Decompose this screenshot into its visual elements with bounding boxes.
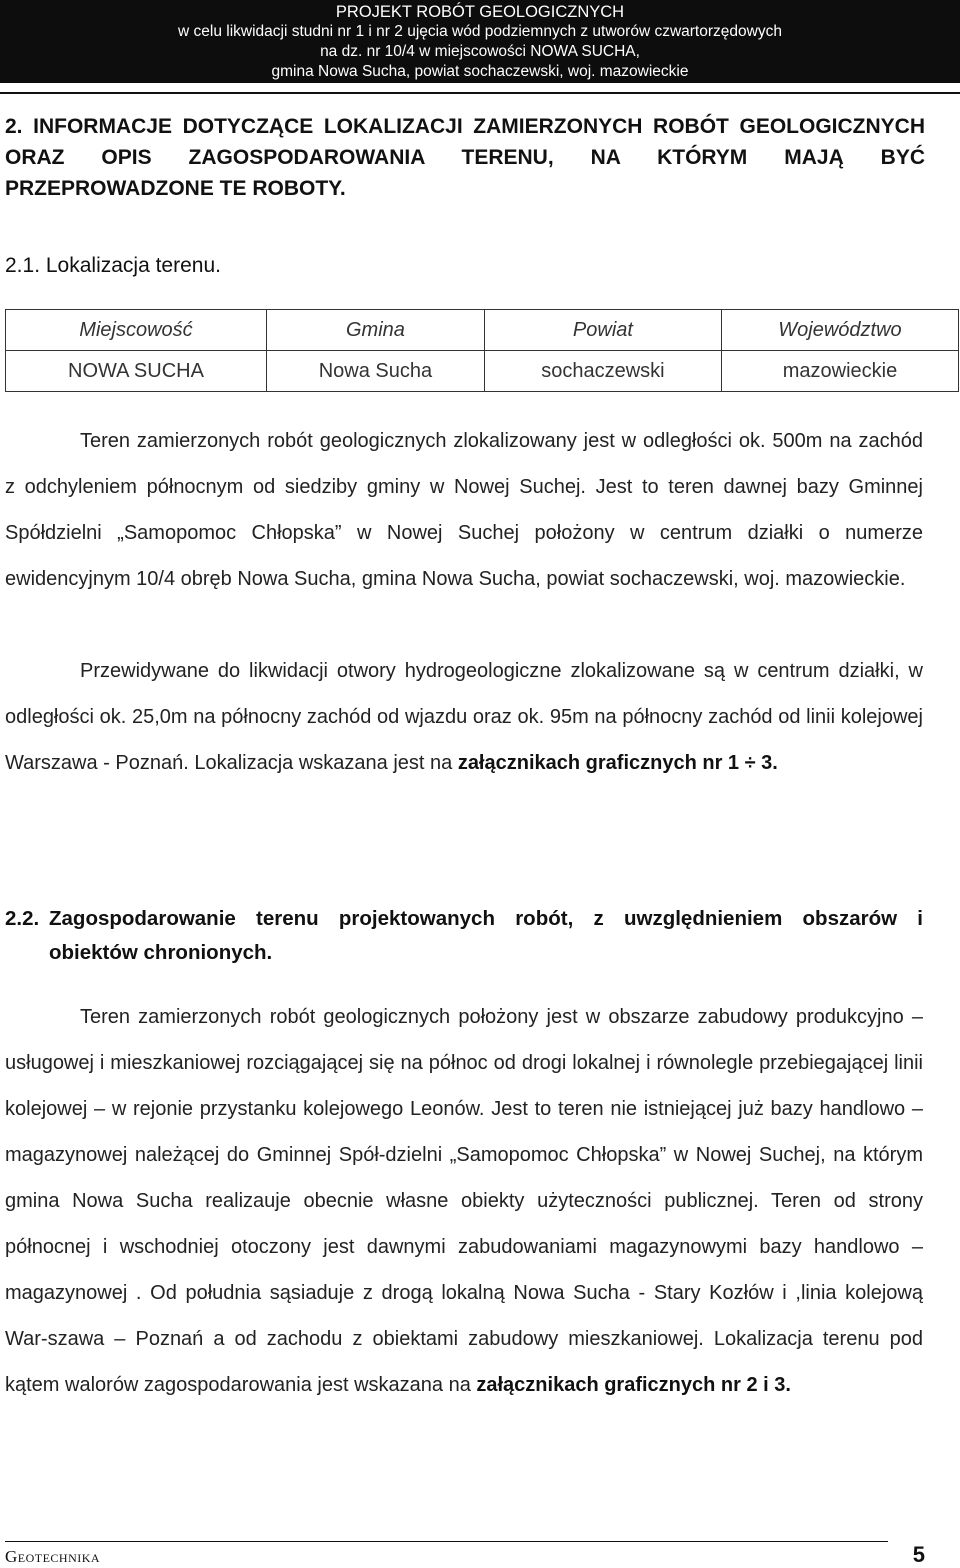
table-cell: sochaczewski [484,351,721,392]
section-title-line3: PRZEPROWADZONE TE ROBOTY. [5,177,346,200]
location-paragraph-2 [5,648,923,786]
table-row [6,351,959,392]
location-table [5,309,959,392]
page-number: 5 [912,1542,925,1567]
section-title-line1: 2. INFORMACJE DOTYCZĄCE LOKALIZACJI ZAMIERZONYCH ROBÓT GEOLOGICZNYCH [5,115,925,138]
header-purpose: w celu likwidacji studni nr 1 i nr 2 ujęcia wód podziemnych z utworów czwartorzędowych [178,23,782,40]
header-parcel: na dz. nr 10/4 w miejscowości NOWA SUCHA, [320,43,640,60]
table-header-cell: Miejscowość [6,310,267,351]
table-header-cell: Powiat [484,310,721,351]
development-paragraph [5,994,923,1408]
company-name: Geotechnika [5,1547,101,1566]
subsection-title-development [5,902,923,970]
paragraph-text: Teren zamierzonych robót geologicznych położony jest w obszarze zabudowy produkcyjno – usługowej i mieszkaniowej rozciągającej się na północ od drogi lokalnej i równolegle przebiegającej linii kolejowej – w rejonie przystanku kolejowego Leonów. Jest to teren nie istniejącej już bazy handlowo – magazynowej należącej do Gminnej Spół-dzielni „Samopomoc Chłopska” w Nowej Suchej, na którym gmina Nowa Sucha realizauje obecnie własne obiekty użyteczności publicznej. Teren od strony północnej i wschodniej otoczony jest dawnymi zabudowaniami magazynowymi bazy handlowo – magazynowej . Od południa sąsiaduje z drogą lokalną Nowa Sucha - Stary Kozłów i ,linia kolejową War-szawa – Poznań a od zachodu z obiektami zabudowy mieszkaniowej. Lokalizacja terenu pod kątem walorów zagospodarowania jest wskazana na [5,1006,923,1396]
header-project-title: PROJEKT ROBÓT GEOLOGICZNYCH [335,3,625,21]
subsection-title-line1: Zagospodarowanie terenu projektowanych robót, z uwzględnieniem obszarów i [49,907,923,930]
attachment-reference: załącznikach graficznych nr 2 i 3. [476,1374,791,1396]
table-cell: mazowieckie [721,351,958,392]
subsection-title-line2: obiektów chronionych. [49,941,273,964]
footer-divider [5,1541,888,1542]
table-cell: NOWA SUCHA [6,351,267,392]
attachment-reference: załącznikach graficznych nr 1 ÷ 3. [457,752,778,774]
table-header-cell: Województwo [721,310,958,351]
table-cell: Nowa Sucha [266,351,484,392]
table-header-row [6,310,959,351]
header-location: gmina Nowa Sucha, powiat sochaczewski, woj. mazowieckie [271,63,689,80]
subsection-title-location: 2.1. Lokalizacja terenu. [5,254,221,277]
location-paragraph-1 [5,418,923,602]
subsection-number: 2.2. [5,907,40,930]
section-title [5,111,925,204]
table-header-cell: Gmina [266,310,484,351]
header-divider [0,92,960,94]
paragraph-text: Przewidywane do likwidacji otwory hydrogeologiczne zlokalizowane są w centrum działki, w odległości ok. 25,0m na północny zachód od wjazdu oraz ok. 95m na północny zachód od linii kolejowej Warszawa - Poznań. Lokalizacja wskazana jest na [5,660,923,774]
document-header [0,0,960,83]
section-title-line2: ORAZ OPIS ZAGOSPODAROWANIA TERENU, NA KTÓRYM MAJĄ BYĆ [5,146,925,169]
paragraph-text: Teren zamierzonych robót geologicznych zlokalizowany jest w odległości ok. 500m na zachód z odchyleniem północnym od siedziby gminy w Nowej Suchej. Jest to teren dawnej bazy Gminnej Spółdzielni „Samopomoc Chłopska” w Nowej Suchej położony w centrum działki o numerze ewidencyjnym 10/4 obręb Nowa Sucha, gmina Nowa Sucha, powiat sochaczewski, woj. mazowieckie. [5,430,923,590]
